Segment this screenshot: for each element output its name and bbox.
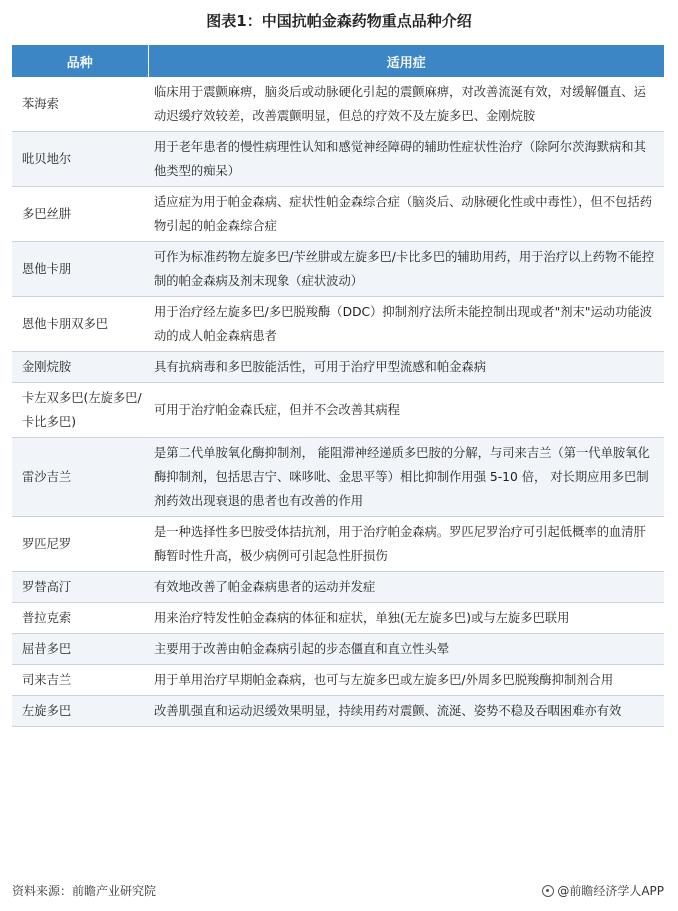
brand-logo-icon (542, 885, 554, 897)
drug-name-cell: 左旋多巴 (12, 696, 148, 727)
drug-name-cell: 司来吉兰 (12, 665, 148, 696)
brand-text: @前瞻经济学人APP (557, 884, 664, 898)
indication-cell: 用于单用治疗早期帕金森病，也可与左旋多巴或左旋多巴/外周多巴脱羧酶抑制剂合用 (148, 665, 664, 696)
drug-name-cell: 金刚烷胺 (12, 352, 148, 383)
table-header-row (12, 45, 664, 77)
drug-name-cell: 罗匹尼罗 (12, 517, 148, 572)
header-indication: 适用症 (148, 45, 664, 77)
table-row (12, 352, 664, 383)
page-title: 图表1：中国抗帕金森药物重点品种介绍 (206, 12, 472, 30)
table-row (12, 438, 664, 517)
drug-name-cell: 恩他卡朋 (12, 242, 148, 297)
table-row (12, 187, 664, 242)
table-row (12, 696, 664, 727)
brand-credit (542, 882, 664, 899)
header-name: 品种 (12, 45, 148, 77)
indication-cell: 是第二代单胺氧化酶抑制剂， 能阻滞神经递质多巴胺的分解，与司来吉兰（第一代单胺氧化酶抑制剂，包括思吉宁、咪哆吡、金思平等）相比抑制作用强 5-10 倍， 对长期应用多巴制剂药效出现衰退的患者也有改善的作用 (148, 438, 664, 517)
drug-table (12, 45, 664, 727)
indication-cell: 用于老年患者的慢性病理性认知和感觉神经障碍的辅助性症状性治疗（除阿尔茨海默病和其他类型的痴呆） (148, 132, 664, 187)
table-row (12, 132, 664, 187)
drug-name-cell: 多巴丝肼 (12, 187, 148, 242)
indication-cell: 具有抗病毒和多巴胺能活性，可用于治疗甲型流感和帕金森病 (148, 352, 664, 383)
indication-cell: 主要用于改善由帕金森病引起的步态僵直和直立性头晕 (148, 634, 664, 665)
indication-cell: 可作为标准药物左旋多巴/苄丝肼或左旋多巴/卡比多巴的辅助用药，用于治疗以上药物不能控制的帕金森病及剂末现象（症状波动） (148, 242, 664, 297)
table-row (12, 77, 664, 132)
table-body (12, 77, 664, 727)
table-row (12, 383, 664, 438)
drug-name-cell: 雷沙吉兰 (12, 438, 148, 517)
drug-name-cell: 罗替高汀 (12, 572, 148, 603)
table-row (12, 572, 664, 603)
table-row (12, 297, 664, 352)
drug-name-cell: 恩他卡朋双多巴 (12, 297, 148, 352)
drug-name-cell: 普拉克索 (12, 603, 148, 634)
table-row (12, 603, 664, 634)
indication-cell: 临床用于震颤麻痹，脑炎后或动脉硬化引起的震颤麻痹，对改善流涎有效，对缓解僵直、运动迟缓疗效较差，改善震颤明显，但总的疗效不及左旋多巴、金刚烷胺 (148, 77, 664, 132)
indication-cell: 用于治疗经左旋多巴/多巴脱羧酶（DDC）抑制剂疗法所未能控制出现或者"剂末"运动功能波动的成人帕金森病患者 (148, 297, 664, 352)
table-row (12, 634, 664, 665)
drug-name-cell: 屈昔多巴 (12, 634, 148, 665)
table-row (12, 242, 664, 297)
source-note: 资料来源：前瞻产业研究院 (12, 884, 157, 898)
indication-cell: 改善肌强直和运动迟缓效果明显，持续用药对震颤、流涎、姿势不稳及吞咽困难亦有效 (148, 696, 664, 727)
drug-name-cell: 卡左双多巴(左旋多巴/卡比多巴) (12, 383, 148, 438)
indication-cell: 可用于治疗帕金森氏症，但并不会改善其病程 (148, 383, 664, 438)
table-row (12, 665, 664, 696)
table-row (12, 517, 664, 572)
indication-cell: 是一种选择性多巴胺受体拮抗剂，用于治疗帕金森病。罗匹尼罗治疗可引起低概率的血清肝酶暂时性升高，极少病例可引起急性肝损伤 (148, 517, 664, 572)
drug-name-cell: 苯海索 (12, 77, 148, 132)
indication-cell: 有效地改善了帕金森病患者的运动并发症 (148, 572, 664, 603)
indication-cell: 用来治疗特发性帕金森病的体征和症状，单独(无左旋多巴)或与左旋多巴联用 (148, 603, 664, 634)
drug-name-cell: 吡贝地尔 (12, 132, 148, 187)
indication-cell: 适应症为用于帕金森病、症状性帕金森综合症（脑炎后、动脉硬化性或中毒性），但不包括药物引起的帕金森综合症 (148, 187, 664, 242)
